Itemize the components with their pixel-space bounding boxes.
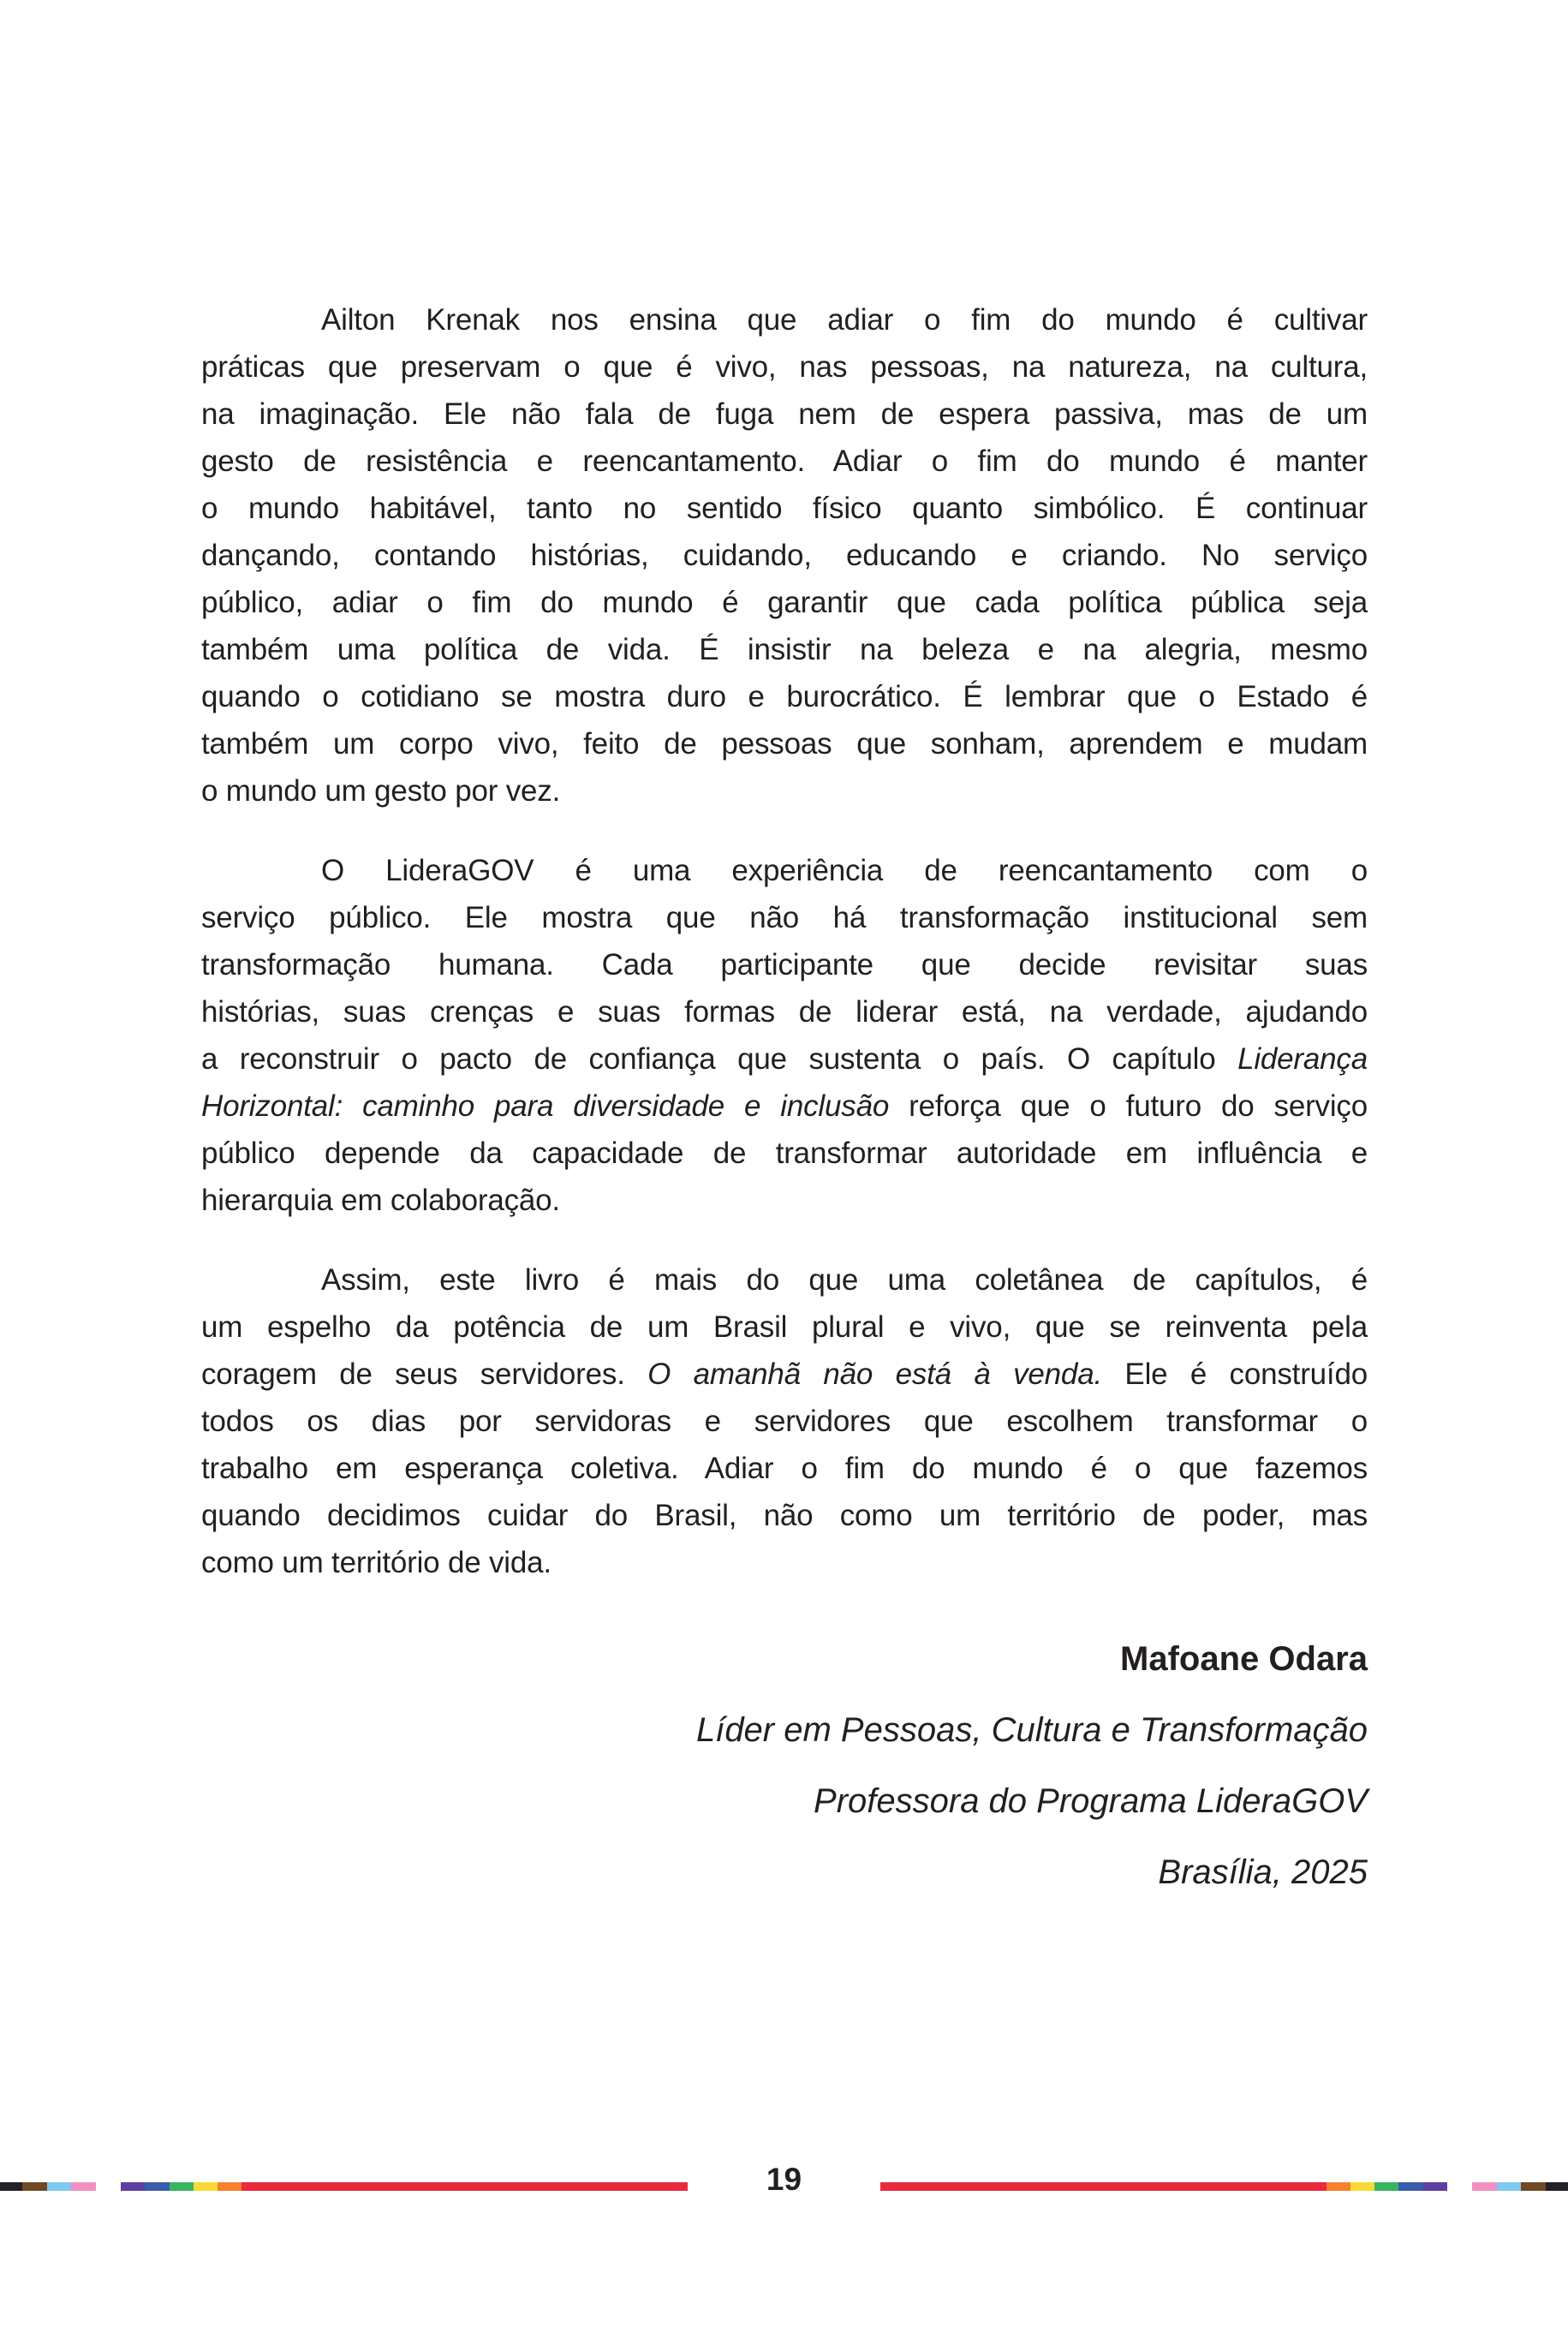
page-number: 19 [766,2162,802,2197]
text-segment: a reconstruir o pacto de confiança que sustenta o país. O capítulo [201,1042,1238,1076]
text-line [201,626,1368,673]
text-segment: práticas que preservam o que é vivo, nas pessoas, na natureza, na cultura, [201,350,1368,384]
text-line [201,1351,1368,1398]
text-line [201,1445,1368,1492]
text-segment: hierarquia em colaboração. [201,1184,560,1217]
signature-name: Mafoane Odara [1120,1640,1368,1678]
text-segment: transformação humana. Cada participante que decide revisitar suas [201,948,1368,982]
stripe-segment-black [1546,2182,1568,2191]
text-segment: todos os dias por servidoras e servidores que escolhem transformar o [201,1405,1368,1438]
text-line [201,1035,1368,1083]
text-line [201,1083,1368,1130]
text-segment: histórias, suas crenças e suas formas de liderar está, na verdade, ajudando [201,995,1368,1029]
text-segment: como um território de vida. [201,1546,551,1579]
text-line [201,847,1368,894]
signature-place-date: Brasília, 2025 [1158,1853,1368,1891]
text-line [201,767,1368,814]
text-segment: Assim, este livro é mais do que uma coletânea de capítulos, é [321,1263,1368,1297]
text-segment: quando o cotidiano se mostra duro e burocrático. É lembrar que o Estado é [201,680,1368,713]
text-segment: público, adiar o fim do mundo é garantir que cada política pública seja [201,586,1368,619]
text-line [201,391,1368,438]
text-segment: o mundo habitável, tanto no sentido físico quanto simbólico. É continuar [201,492,1368,525]
text-line [201,1492,1368,1539]
text-segment: um espelho da potência de um Brasil plural e vivo, que se reinventa pela [201,1310,1368,1344]
text-line [201,579,1368,626]
stripe-segment-brown [1521,2182,1546,2191]
text-line [201,1256,1368,1304]
signature-block [201,1624,1368,1908]
text-segment: o mundo um gesto por vez. [201,774,561,808]
stripe-segment-green [1374,2182,1398,2191]
text-line [201,988,1368,1035]
text-line [201,485,1368,532]
stripe-segment-yellow [1350,2182,1374,2191]
text-line [201,673,1368,720]
text-line [201,1539,1368,1586]
paragraph [201,847,1368,1224]
text-segment: Ailton Krenak nos ensina que adiar o fim do mundo é cultivar [321,303,1368,337]
text-segment: gesto de resistência e reencantamento. Adiar o fim do mundo é manter [201,445,1368,478]
paragraph [201,296,1368,814]
stripe-segment-red [880,2182,1327,2191]
text-line [201,941,1368,988]
text-line [201,532,1368,579]
text-line [201,1177,1368,1224]
text-segment: coragem de seus servidores. [201,1357,648,1391]
text-segment: trabalho em esperança coletiva. Adiar o fim do mundo é o que fazemos [201,1452,1368,1485]
signature-role-2: Professora do Programa LideraGOV [814,1782,1368,1820]
paragraph [201,1256,1368,1586]
text-segment: quando decidimos cuidar do Brasil, não como um território de poder, mas [201,1499,1368,1532]
text-segment: Ele é construído [1101,1357,1368,1391]
text-line [201,1304,1368,1351]
text-segment: público depende da capacidade de transformar autoridade em influência e [201,1137,1368,1170]
text-segment: serviço público. Ele mostra que não há transformação institucional sem [201,901,1368,934]
italic-text-segment: O amanhã não está à venda. [647,1357,1102,1391]
text-segment: também uma política de vida. É insistir na beleza e na alegria, mesmo [201,633,1368,666]
body-text [201,296,1368,1586]
stripe-segment-pink [1472,2182,1497,2191]
text-segment: O LideraGOV é uma experiência de reencantamento com o [321,854,1368,887]
text-line [201,343,1368,391]
text-segment: também um corpo vivo, feito de pessoas que sonham, aprendem e mudam [201,727,1368,761]
text-line [201,1398,1368,1445]
text-line [201,1130,1368,1177]
stripe-segment-purple [1423,2182,1447,2191]
text-segment: na imaginação. Ele não fala de fuga nem de espera passiva, mas de um [201,397,1368,431]
italic-text-segment: Liderança [1237,1042,1368,1076]
text-line [201,438,1368,485]
footer-color-stripe-right [880,2182,1568,2191]
signature-role-1: Líder em Pessoas, Cultura e Transformação [695,1711,1368,1749]
stripe-segment-blue [1398,2182,1423,2191]
stripe-segment-gap [1447,2182,1472,2191]
text-segment: dançando, contando histórias, cuidando, educando e criando. No serviço [201,539,1368,572]
text-line [201,296,1368,343]
text-line [201,720,1368,767]
stripe-segment-light-blue [1497,2182,1521,2191]
text-segment: reforça que o futuro do serviço [889,1089,1368,1123]
text-line [201,894,1368,941]
italic-text-segment: Horizontal: caminho para diversidade e inclusão [201,1089,890,1123]
stripe-segment-orange [1327,2182,1350,2191]
